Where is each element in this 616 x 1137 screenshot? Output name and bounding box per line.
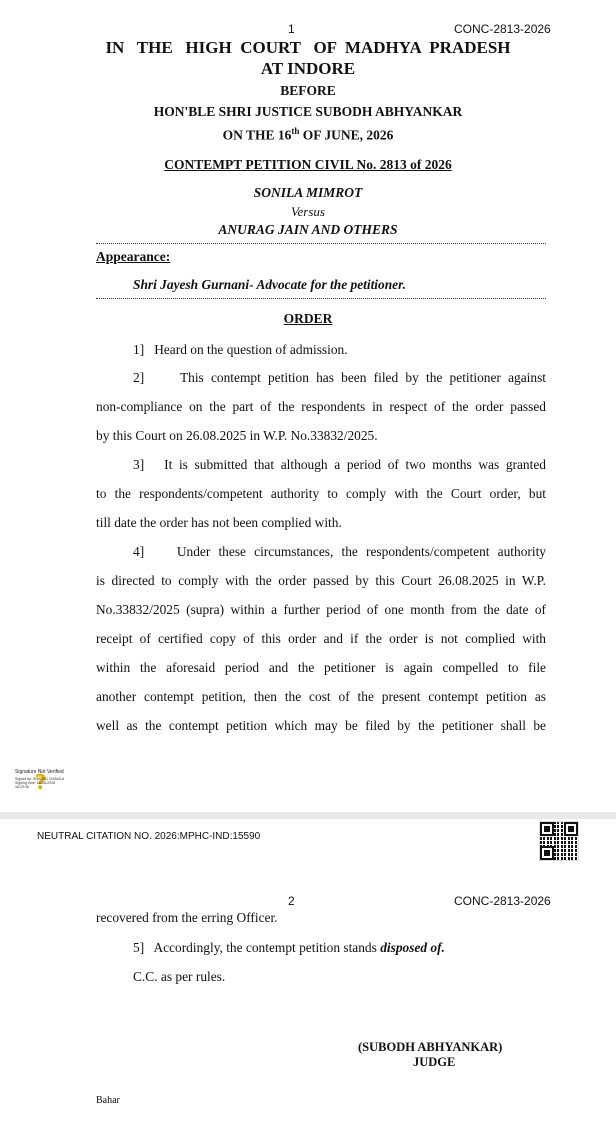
order-line: well as the contempt petition which may be filed by the petitioner shall be xyxy=(96,718,546,733)
order-line: 3] It is submitted that although a period of two months was granted xyxy=(133,457,546,472)
order-line: receipt of certified copy of this order and if the order is not complied with xyxy=(96,631,546,646)
appearance-label: Appearance: xyxy=(96,249,171,264)
respondent-name: ANURAG JAIN AND OTHERS xyxy=(218,222,398,237)
hearing-date: ON THE 16th OF JUNE, 2026 xyxy=(222,126,394,143)
page-number: 2 xyxy=(288,894,295,908)
signature-details: Signed by: SHARAD CHAWLA Signing time: 18-06-2026 18:23:36 xyxy=(15,777,65,789)
order-line: within the aforesaid period and the petitioner is again compelled to file xyxy=(96,660,546,675)
signatory-title: JUDGE xyxy=(413,1055,456,1069)
order-line: is directed to comply with the order passed by this Court 26.08.2025 in W.P. xyxy=(96,573,546,588)
appearance-text: Shri Jayesh Gurnani- Advocate for the petitioner. xyxy=(133,277,406,292)
neutral-citation: NEUTRAL CITATION NO. 2026:MPHC-IND:15590 xyxy=(37,831,261,842)
order-line: 4] Under these circumstances, the respondents/competent authority xyxy=(133,544,546,559)
order-line: 2] This contempt petition has been filed by the petitioner against xyxy=(133,370,546,385)
order-line: non-compliance on the part of the respondents in respect of the order passed xyxy=(96,399,546,414)
order-line: 1] Heard on the question of admission. xyxy=(133,342,348,357)
digital-signature-stamp xyxy=(15,769,95,797)
court-name: IN THE HIGH COURT OF MADHYA PRADESH xyxy=(105,38,511,57)
order-line: another contempt petition, then the cost of the present contempt petition as xyxy=(96,689,546,704)
judge-name: HON'BLE SHRI JUSTICE SUBODH ABHYANKAR xyxy=(153,104,463,119)
court-bench: AT INDORE xyxy=(260,59,356,78)
before-label: BEFORE xyxy=(280,83,336,98)
divider xyxy=(96,243,546,244)
disposal-paragraph: 5] Accordingly, the contempt petition stands disposed of. xyxy=(133,940,445,955)
versus-label: Versus xyxy=(291,204,325,219)
document-page-2 xyxy=(0,819,616,1137)
order-heading: ORDER xyxy=(283,311,333,326)
order-line: recovered from the erring Officer. xyxy=(96,910,278,925)
divider xyxy=(96,298,546,299)
order-line: No.33832/2025 (supra) within a further period of one month from the date of xyxy=(96,602,546,617)
unverified-question-icon: ? xyxy=(35,770,47,794)
signature-status: Signature Not Verified xyxy=(15,769,64,775)
stenographer-initials: Bahar xyxy=(96,1095,120,1106)
case-reference: CONC-2813-2026 xyxy=(454,22,551,36)
case-reference: CONC-2813-2026 xyxy=(454,894,551,908)
qr-code-icon xyxy=(540,822,578,860)
petition-title: CONTEMPT PETITION CIVIL No. 2813 of 2026 xyxy=(164,157,452,172)
order-line: by this Court on 26.08.2025 in W.P. No.33832/2025. xyxy=(96,428,378,443)
petitioner-name: SONILA MIMROT xyxy=(253,185,363,200)
order-line: to the respondents/competent authority to comply with the Court order, but xyxy=(96,486,546,501)
order-line: till date the order has not been complied with. xyxy=(96,515,342,530)
cc-line: C.C. as per rules. xyxy=(133,969,226,984)
page-number: 1 xyxy=(288,22,295,36)
signatory-name: (SUBODH ABHYANKAR) xyxy=(358,1040,503,1054)
